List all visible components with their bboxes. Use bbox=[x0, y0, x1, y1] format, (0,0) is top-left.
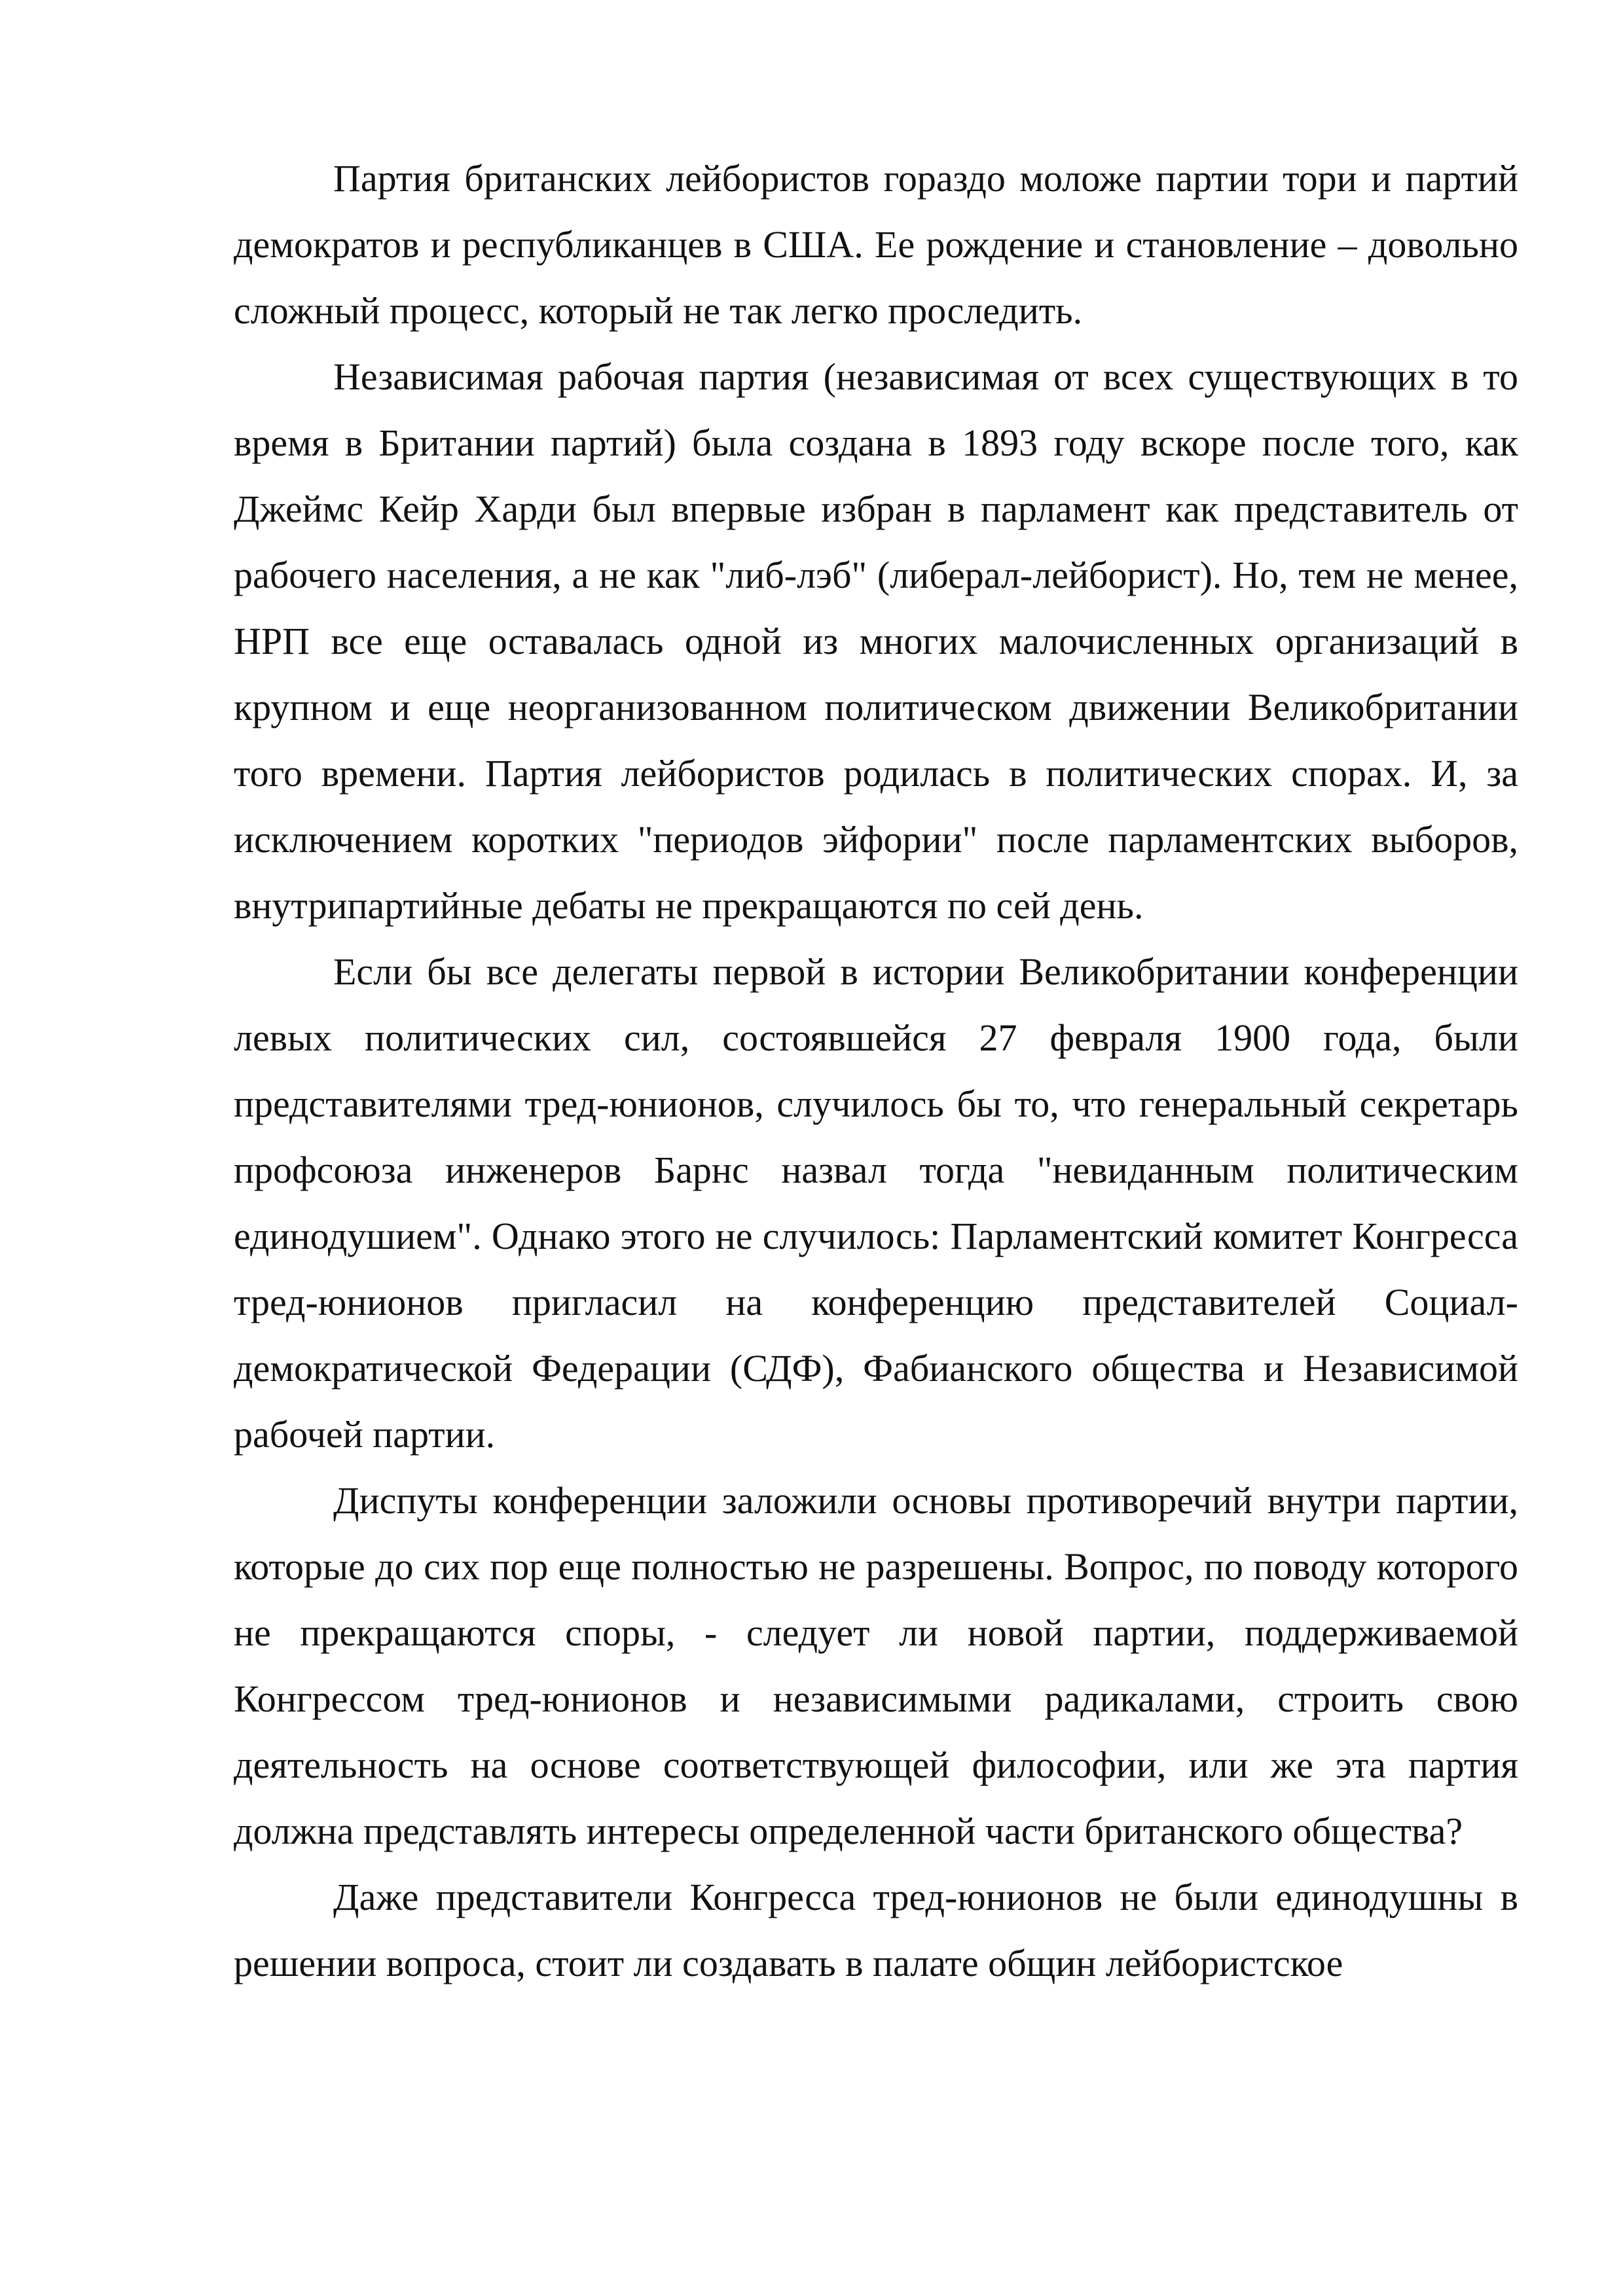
paragraph-4: Диспуты конференции заложили основы противоречий внутри партии, которые до сих пор еще полностью не разрешены. Вопрос, по поводу которого не прекращаются споры, - следует ли новой партии, поддерживаемой Конгрессом тред-юнионов и независимыми радикалами, строить свою деятельность на основе соответствующей философии, или же эта партия должна представлять интересы определенной части британского общества? bbox=[234, 1479, 1518, 1852]
paragraph-2: Независимая рабочая партия (независимая от всех существующих в то время в Британии партий) была создана в 1893 году вскоре после того, как Джеймс Кейр Харди был впервые избран в парламент как представитель от рабочего населения, а не как "либ-лэб" (либерал-лейборист). Но, тем не менее, НРП все еще оставалась одной из многих малочисленных организаций в крупном и еще неорганизованном политическом движении Великобритании того времени. Партия лейбористов родилась в политических спорах. И, за исключением коротких "периодов эйфории" после парламентских выборов, внутрипартийные дебаты не прекращаются по сей день. bbox=[234, 355, 1518, 927]
paragraph-1: Партия британских лейбористов гораздо моложе партии тори и партий демократов и республиканцев в США. Ее рождение и становление – довольно сложный процесс, который не так легко проследить. bbox=[234, 157, 1518, 332]
body-text bbox=[234, 145, 1518, 1996]
paragraph-3: Если бы все делегаты первой в истории Великобритании конференции левых политических сил, состоявшейся 27 февраля 1900 года, были представителями тред-юнионов, случилось бы то, что генеральный секретарь профсоюза инженеров Барнс назвал тогда "невиданным политическим единодушием". Однако этого не случилось: Парламентский комитет Конгресса тред-юнионов пригласил на конференцию представителей Социал-демократической Федерации (СДФ), Фабианского общества и Независимой рабочей партии. bbox=[234, 950, 1518, 1456]
paragraph-5: Даже представители Конгресса тред-юнионов не были единодушны в решении вопроса, стоит ли создавать в палате общин лейбористское bbox=[234, 1876, 1518, 1984]
